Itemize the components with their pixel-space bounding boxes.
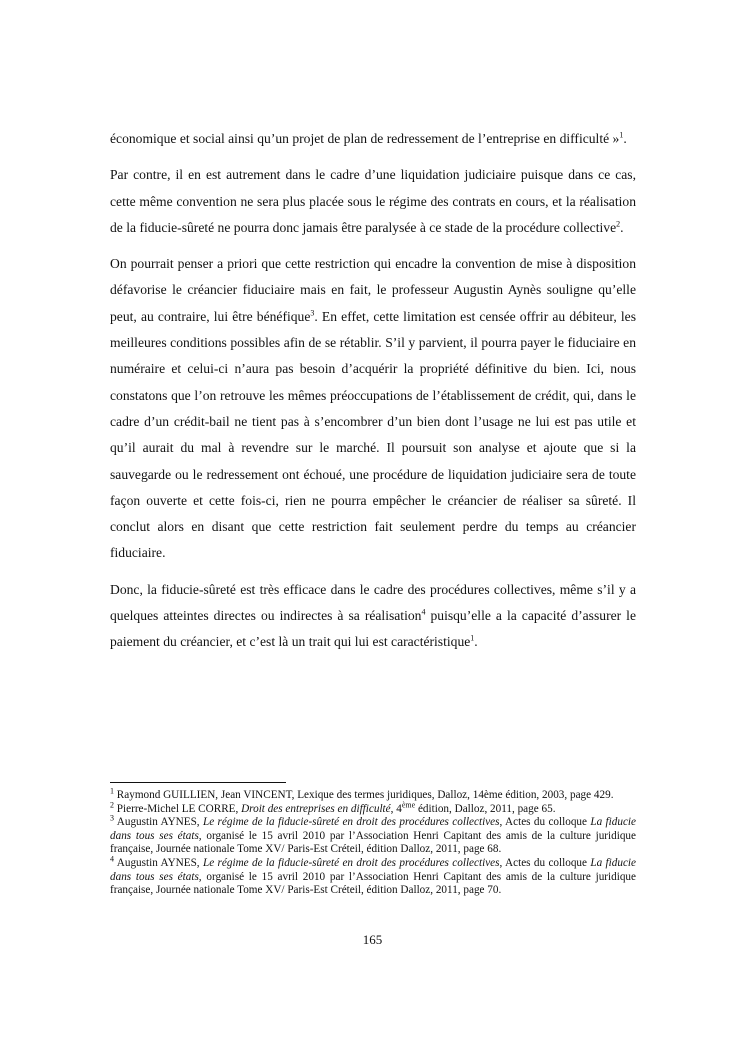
paragraph-1: économique et social ainsi qu’un projet de plan de redressement de l’entreprise en difficulté »$^1$. [110,130,627,146]
footnotes [110,782,636,898]
paragraph-2: Par contre, il en est autrement dans le cadre d’une liquidation judiciaire puisque dans ce cas, cette même convention ne sera plus placée sous le régime des contrats en cours, et la réalisation de la fiducie-sûreté ne pourra donc jamais être paralysée à ce stade de la procédure collective$^2$. [110,167,636,235]
body-text [110,126,636,666]
page-number: 165 [362,932,383,947]
footnote-4: $^4$ Augustin AYNES, Le régime de la fiducie-sûreté en droit des procédures collectives, Actes du colloque La fiducie dans tous ses états, organisé le 15 avril 2010 par l’Association Henri Capitant des amis de la culture juridique française, Journée nationale Tome XV/ Paris-Est Créteil, édition Dalloz, 2011, page 70. [110,854,636,897]
paragraph-4: Donc, la fiducie-sûreté est très efficace dans le cadre des procédures collectives, même s’il y a quelques atteintes directes ou indirectes à sa réalisation$^4$ puisqu’elle a la capacité d’assurer le paiement du créancier, et c’est là un trait qui lui est caractéristique$^1$. [110,581,636,650]
paragraph-3: On pourrait penser a priori que cette restriction qui encadre la convention de mise à disposition défavorise le créancier fiduciaire mais en fait, le professeur Augustin Aynès souligne qu’elle peut, au contraire, lui être bénéfique$^3$. En effet, cette limitation est censée offrir au débiteur, les meilleures conditions possibles afin de se rétablir. S’il y parvient, il pourra payer le fiduciaire en numéraire et celui-ci n’aura pas besoin d’acquérir la propriété définitive du bien. Ici, nous constatons que l’on retrouve les mêmes préoccupations de l’établissement de crédit, qui, dans le cadre d’un crédit-bail ne tient pas à s’encombrer d’un bien dont l’usage ne lui est pas utile et qu’il aurait du mal à revendre sur le marché. Il poursuit son analyse et ajoute que si la sauvegarde ou le redressement ont échoué, une procédure de liquidation judiciaire sera de toute façon ouverte et cette fois-ci, rien ne pourra empêcher le créancier de réaliser sa sûreté. Il conclut alors en disant que cette restriction fait seulement perdre du temps au créancier fiduciaire. [110,256,636,561]
footnote-ref-1[interactable]: 1 [619,130,624,140]
footnote-ref-2[interactable]: 2 [616,219,621,229]
footnote-ref-3[interactable]: 3 [310,308,315,318]
footnote-3: $^3$ Augustin AYNES, Le régime de la fiducie-sûreté en droit des procédures collectives, Actes du colloque La fiducie dans tous ses états, organisé le 15 avril 2010 par l’Association Henri Capitant des amis de la culture juridique française, Journée nationale Tome XV/ Paris-Est Créteil, édition Dalloz, 2011, page 68. [110,813,636,856]
footnote-ref-5[interactable]: 1 [470,633,475,643]
footnote-divider [110,782,286,783]
footnote-1: $^1$ Raymond GUILLIEN, Jean VINCENT, Lexique des termes juridiques, Dalloz, 14ème édition, 2003, page 429. [110,786,614,801]
footnote-2: $^2$ Pierre-Michel LE CORRE, Droit des entreprises en difficulté, 4ème édition, Dalloz, 2011, page 65. [110,799,556,815]
footnote-ref-4[interactable]: 4 [421,607,426,617]
